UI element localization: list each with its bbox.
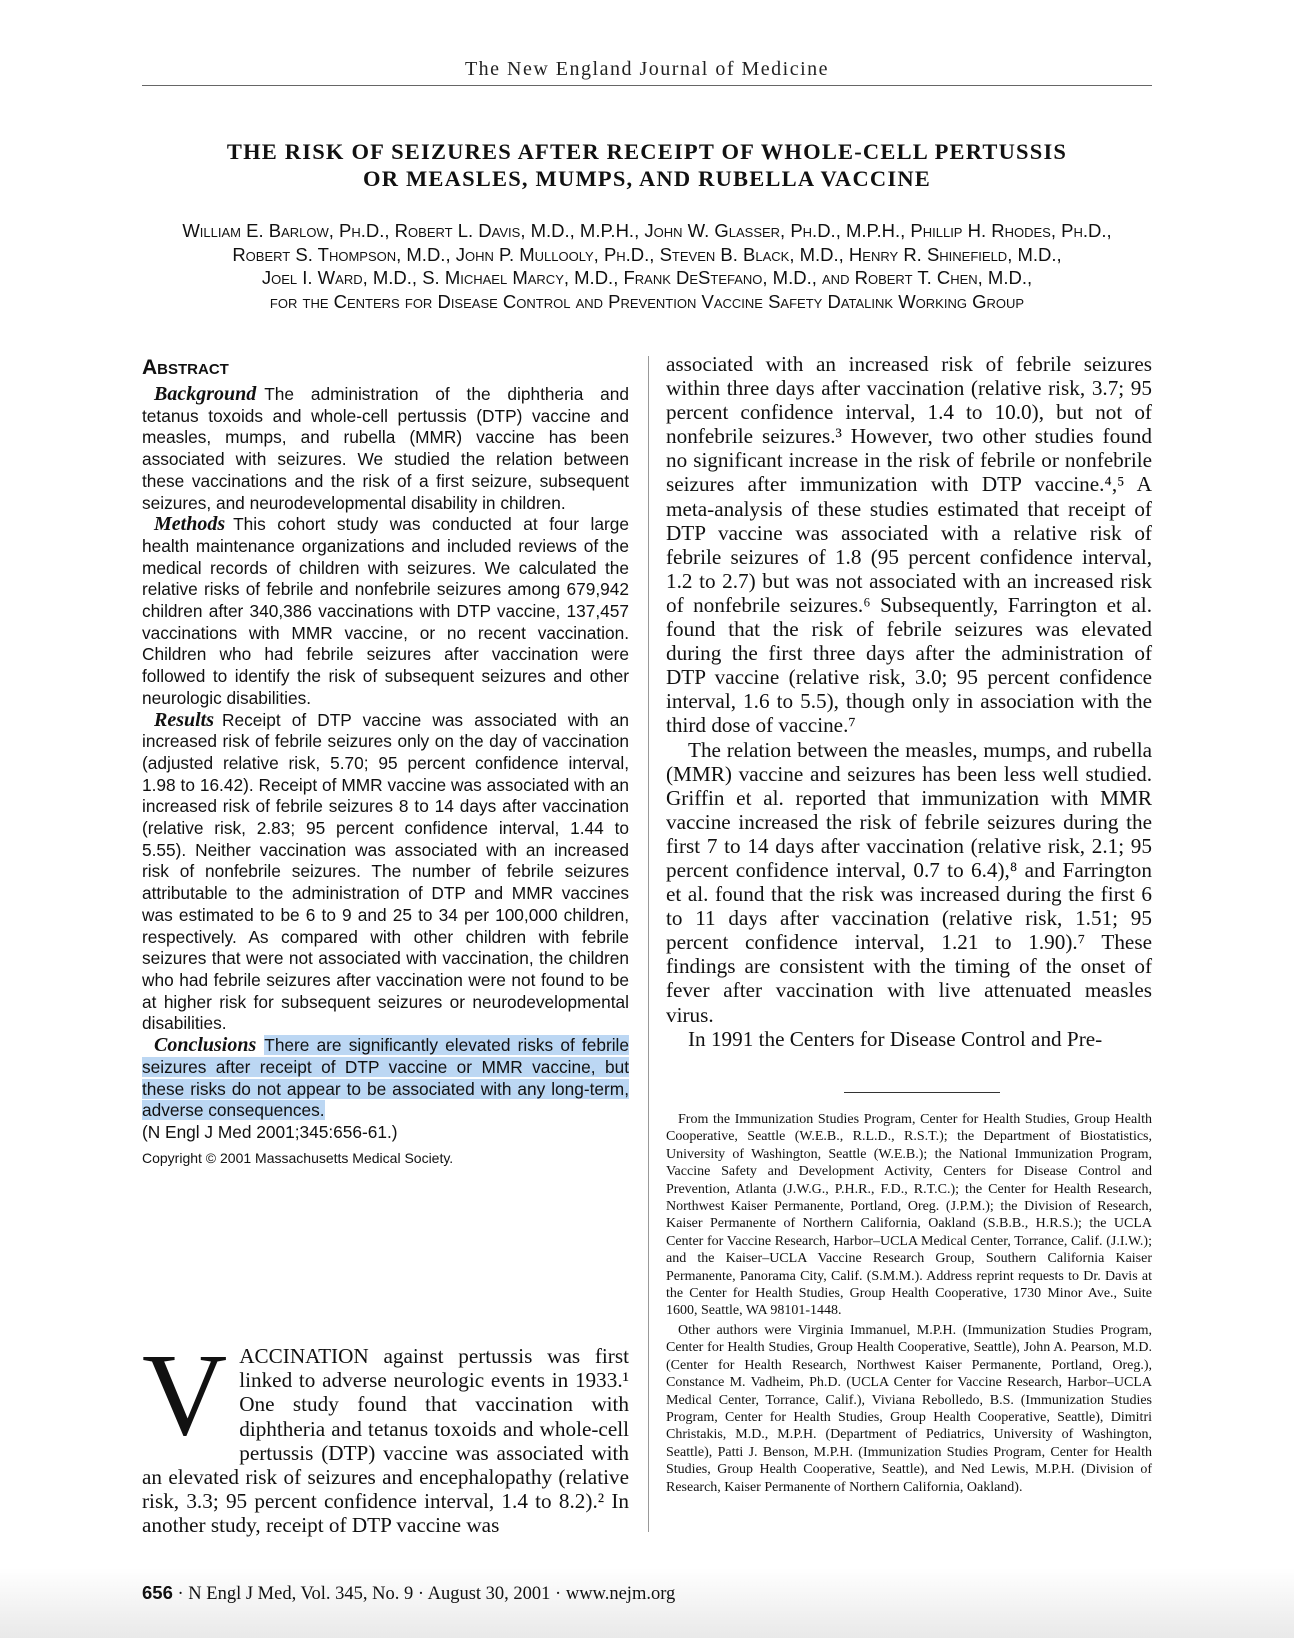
abstract-results xyxy=(142,710,629,1036)
page-number: 656 xyxy=(142,1582,173,1603)
page-footer xyxy=(142,1582,675,1605)
abstract-conclusions xyxy=(142,1035,629,1122)
background-text[interactable]: The administration of the diphtheria and tetanus toxoids and whole-cell pertussis (DTP) vaccine and measles, mumps, and rubella (MMR) vaccine has been associated with seizures. We studied the relation between these vaccinations and the risk of a first seizure, subsequent seizures, and neurodevelopmental disability in children. xyxy=(142,384,629,513)
methods-label: Methods xyxy=(154,513,226,536)
intro-paragraph xyxy=(142,1329,629,1538)
body-paragraph[interactable]: In 1991 the Centers for Disease Control and Pre- xyxy=(688,1026,1103,1051)
abstract-background xyxy=(142,384,629,514)
conclusions-text-selected[interactable]: There are significantly elevated risks of febrile seizures after receipt of DTP vaccine or MMR vaccine, but these risks do not appear to be associated with any long-term, adverse consequences. xyxy=(142,1035,629,1121)
footnote-rule xyxy=(844,1092,1000,1093)
header-rule xyxy=(142,85,1152,86)
journal-citation: (N Engl J Med 2001;345:656-61.) xyxy=(142,1121,398,1142)
author-line: Robert S. Thompson, M.D., John P. Mullooly, Ph.D., Steven B. Black, M.D., Henry R. Shinefield, M.D., xyxy=(232,243,1062,265)
affiliations-note[interactable]: From the Immunization Studies Program, Center for Health Studies, Group Health Cooperative, Seattle (W.E.B., R.L.D., R.S.T.); the Department of Biostatistics, University of Washington, Seattle (W.E.B.); the National Immunization Program, Vaccine Safety and Development Activity, Centers for Disease Control and Prevention, Atlanta (J.W.G., P.H.R., F.D., R.T.C.); the Center for Health Research, Northwest Kaiser Permanente, Portland, Oreg. (J.P.M.); the Division of Research, Kaiser Permanente of Northern California, Oakland (S.B.B., H.R.S.); the UCLA Center for Vaccine Research, Harbor–UCLA Medical Center, Torrance, Calif. (J.I.W.); and the Kaiser–UCLA Vaccine Research Group, Southern California Kaiser Permanente, Panorama City, Calif. (S.M.M.). Address reprint requests to Dr. Davis at the Center for Health Studies, Group Health Cooperative, 1730 Minor Ave., Suite 1600, Seattle, WA 98101-1448. xyxy=(666,1112,1152,1319)
abstract-column xyxy=(142,356,629,1166)
author-line: for the Centers for Disease Control and Prevention Vaccine Safety Datalink Working Group xyxy=(269,290,1025,312)
background-label: Background xyxy=(154,383,257,405)
results-label: Results xyxy=(154,708,215,731)
body-column-right xyxy=(666,352,1152,1051)
author-line: William E. Barlow, Ph.D., Robert L. Davis, M.D., M.P.H., John W. Glasser, Ph.D., M.P.H., Phillip H. Rhodes, Ph.D., xyxy=(182,220,1112,241)
title-line-1: THE RISK OF SEIZURES AFTER RECEIPT OF WHOLE-CELL PERTUSSIS xyxy=(226,139,1068,164)
running-head: The New England Journal of Medicine xyxy=(464,58,830,80)
column-divider xyxy=(648,356,649,1532)
body-paragraph[interactable]: associated with an increased risk of febrile seizures within three days after vaccination (relative risk, 3.7; 95 percent confidence interval, 1.4 to 10.0), but not of nonfebrile seizures.³ However, two other studies found no significant increase in the risk of febrile or nonfebrile seizures after immunization with DTP vaccine.⁴,⁵ A meta-analysis of these studies estimated that receipt of DTP vaccine was associated with a relative risk of febrile seizures of 1.8 (95 percent confidence interval, 1.2 to 2.7) but was not associated with an increased risk of nonfebrile seizures.⁶ Subsequently, Farrington et al. found that the risk of febrile seizures was elevated during the first three days after the administration of DTP vaccine (relative risk, 3.0; 95 percent confidence interval, 1.6 to 5.5), though only in association with the third dose of vaccine.⁷ xyxy=(666,352,1152,738)
author-line: Joel I. Ward, M.D., S. Michael Marcy, M.D., Frank DeStefano, M.D., and Robert T. Chen, M.D., xyxy=(261,267,1033,288)
methods-text[interactable]: This cohort study was conducted at four large health maintenance organizations and included reviews of the medical records of children with seizures. We calculated the relative risks of febrile and nonfebrile seizures among 679,942 children after 340,386 vaccinations with DTP vaccine, 137,457 vaccinations with MMR vaccine, or no recent vaccination. Children who had febrile seizures after vaccination were followed to identify the risk of subsequent seizures and other neurologic disabilities. xyxy=(142,514,629,708)
body-paragraph[interactable]: The relation between the measles, mumps, and rubella (MMR) vaccine and seizures has been less well studied. Griffin et al. reported that immunization with MMR vaccine increased the risk of febrile seizures during the first 7 to 14 days after vaccination (relative risk, 2.1; 95 percent confidence interval, 0.7 to 6.4),⁸ and Farrington et al. found that the risk was increased during the first 6 to 11 days after vaccination (relative risk, 1.51; 95 percent confidence interval, 1.21 to 1.90).⁷ These findings are consistent with the timing of the onset of fever after vaccination with live attenuated measles virus. xyxy=(666,737,1152,1027)
title-line-2: OR MEASLES, MUMPS, AND RUBELLA VACCINE xyxy=(363,166,931,191)
footnotes xyxy=(666,1111,1152,1498)
results-text[interactable]: Receipt of DTP vaccine was associated with an increased risk of febrile seizures only on the day of vaccination (adjusted relative risk, 5.70; 95 percent confidence interval, 1.98 to 16.42). Receipt of MMR vaccine was associated with an increased risk of febrile seizures 8 to 14 days after vaccination (relative risk, 2.83; 95 percent confidence interval, 1.44 to 5.55). Neither vaccination was associated with an increased risk of nonfebrile seizures. The number of febrile seizures attributable to the administration of DTP and MMR vaccines was estimated to be 6 to 9 and 25 to 34 per 100,000 children, respectively. As compared with other children with febrile seizures that were not associated with vaccination, the children who had febrile seizures after vaccination were not found to be at higher risk for subsequent seizures or neurodevelopmental disabilities. xyxy=(142,709,629,1034)
intro-text[interactable]: ACCINATION against pertussis was first linked to adverse neurologic events in 1933.¹ One study found that vaccination with diphtheria and tetanus toxoids and whole-cell pertussis (DTP) vaccine was associated with an elevated risk of seizures and encephalopathy (relative risk, 3.3; 95 percent confidence interval, 1.4 to 8.2).² In another study, receipt of DTP vaccine was xyxy=(142,1344,629,1538)
other-authors-note[interactable]: Other authors were Virginia Immanuel, M.P.H. (Immunization Studies Program, Center for Health Studies, Group Health Cooperative, Seattle), John A. Pearson, M.D. (Center for Health Research, Northwest Kaiser Permanente, Portland, Oreg.), Constance M. Vadheim, Ph.D. (UCLA Center for Vaccine Research, Harbor–UCLA Medical Center, Torrance, Calif.), Viviana Rebolledo, B.S. (Immunization Studies Program, Center for Health Studies, Group Health Cooperative, Seattle), Dimitri Christakis, M.D., M.P.H. (Department of Pediatrics, University of Washington, Seattle), Patti J. Benson, M.P.H. (Immunization Studies Program, Center for Health Studies, Group Health Cooperative, Seattle), and Ned Lewis, M.P.H. (Division of Research, Kaiser Permanente of Northern California, Oakland). xyxy=(666,1322,1152,1495)
abstract-methods xyxy=(142,514,629,709)
footer-citation: · N Engl J Med, Vol. 345, No. 9 · August 30, 2001 · www.nejm.org xyxy=(177,1584,676,1604)
author-list xyxy=(142,219,1152,313)
conclusions-label: Conclusions xyxy=(154,1034,257,1057)
drop-cap: V xyxy=(142,1329,228,1460)
copyright-notice: Copyright © 2001 Massachusetts Medical Society. xyxy=(142,1149,454,1166)
abstract-heading: Abstract xyxy=(142,356,229,379)
article-title xyxy=(142,138,1152,192)
